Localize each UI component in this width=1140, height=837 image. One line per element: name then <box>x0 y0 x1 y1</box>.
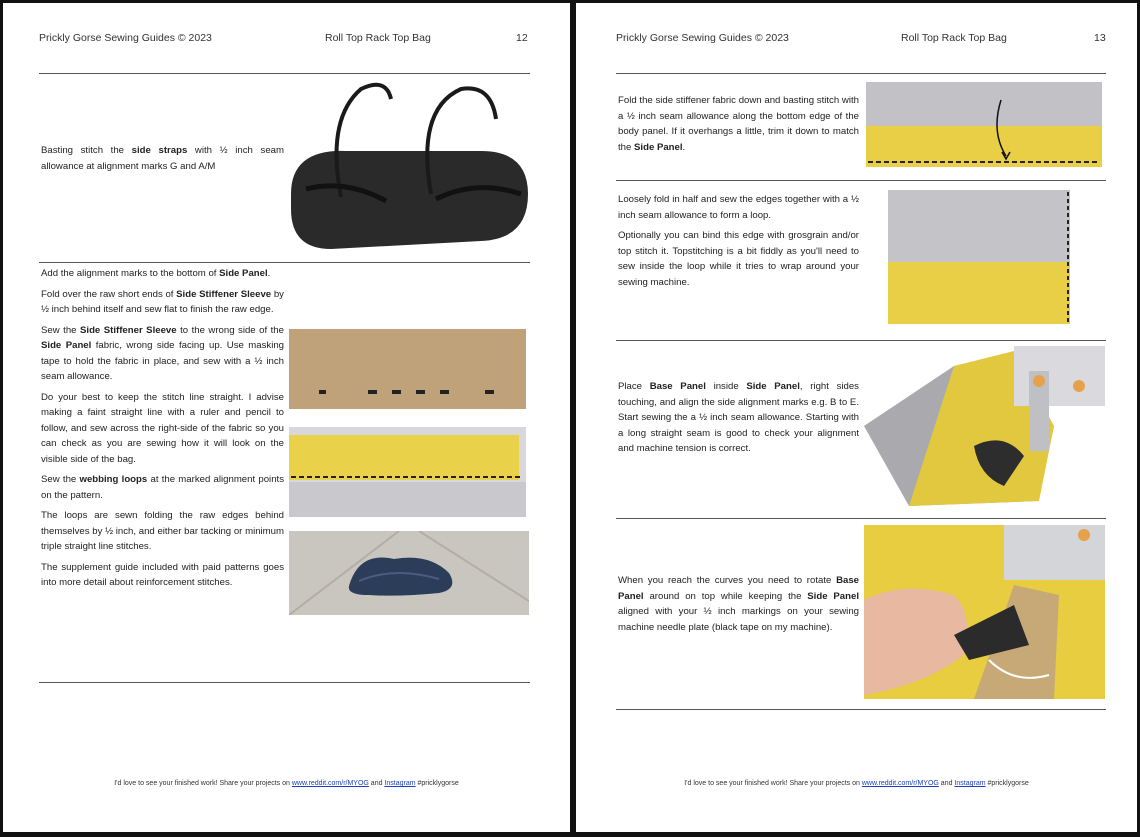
page-number: 12 <box>516 32 528 44</box>
step-text-side-straps: Basting stitch the side straps with ½ inch seam allowance at alignment marks G and A/M <box>41 145 284 172</box>
divider <box>616 709 1106 710</box>
step-text-fold-stiffener: Fold the side stiffener fabric down and basting stitch with a ½ inch seam allowance along the bottom edge of the body panel. If it overhangs a little, trim it down to match the Side Panel. <box>618 95 859 153</box>
reddit-link[interactable]: www.reddit.com/r/MYOG <box>861 780 939 787</box>
photo-stiffener-sewn <box>289 427 526 517</box>
photo-webbing-loops <box>289 531 529 615</box>
instagram-link[interactable]: Instagram <box>954 780 986 787</box>
instagram-link[interactable]: Instagram <box>384 780 416 787</box>
divider <box>616 340 1106 341</box>
divider <box>616 180 1106 181</box>
divider <box>616 73 1106 74</box>
step-text-fold-loop: Loosely fold in half and sew the edges together with a ½ inch seam allowance to form a loop. Optionally you can bind this edge with grosgrain and/or top stitch it. Topstitching is a bit fiddly as you'll need to sew inside the loop while it tries to wrap around your sewing machine. <box>618 194 859 288</box>
photo-fold-stiffener <box>866 82 1102 167</box>
page-13 <box>576 3 1137 832</box>
divider <box>39 682 530 683</box>
photo-curves <box>864 525 1105 699</box>
header-title: Roll Top Rack Top Bag <box>901 32 1007 44</box>
header-brand: Prickly Gorse Sewing Guides © 2023 <box>616 32 789 44</box>
footer: I'd love to see your finished work! Share your projects on www.reddit.com/r/MYOG and Instagram #pricklygorse <box>684 780 1029 787</box>
photo-base-panel <box>864 346 1105 506</box>
step-text-base-panel: Place Base Panel inside Side Panel, right sides touching, and align the side alignment marks e.g. B to E. Start sewing the a ½ inch seam allowance. Starting with a long straight seam is good to check your alignment and machine tension is correct. <box>618 381 859 454</box>
footer: I'd love to see your finished work! Share your projects on www.reddit.com/r/MYOG and Instagram #pricklygorse <box>114 780 459 787</box>
header-title: Roll Top Rack Top Bag <box>325 32 431 44</box>
step-text-curves: When you reach the curves you need to rotate Base Panel around on top while keeping the Side Panel aligned with your ½ inch markings on your sewing machine needle plate (black tape on my machine). <box>618 575 859 633</box>
page-12 <box>3 3 570 832</box>
reddit-link[interactable]: www.reddit.com/r/MYOG <box>291 780 369 787</box>
photo-side-straps <box>286 79 531 254</box>
header-brand: Prickly Gorse Sewing Guides © 2023 <box>39 32 212 44</box>
photo-side-panel-marks <box>289 329 526 409</box>
photo-fold-loop <box>888 190 1074 325</box>
divider <box>616 518 1106 519</box>
page-number: 13 <box>1094 32 1106 44</box>
divider <box>39 73 530 74</box>
divider <box>39 262 530 263</box>
step-text-stiffener-sleeve: Add the alignment marks to the bottom of Side Panel. Fold over the raw short ends of Side Stiffener Sleeve by ½ inch behind itself and sew flat to finish the raw edge. Sew the Side Stiffener Sleeve to the wrong side of the Side Panel fabric, wrong side facing up. Use masking tape to hold the fabric in place, and sew with a ½ inch seam allowance. Do your best to keep the stitch line straight. I advise making a faint straight line with a ruler and pencil to follow, and sew across the right-side of the fabric so you can check as you are sewing how it will look on the visible side of the bag. Sew the webbing loops at the marked alignment points on the pattern. The loops are sewn folding the raw edges behind themselves by ½ inch, and either bar tacking or minimum triple straight line stitches. The supplement guide included with paid patterns goes into more detail about reinforcement stitches. <box>41 268 285 588</box>
